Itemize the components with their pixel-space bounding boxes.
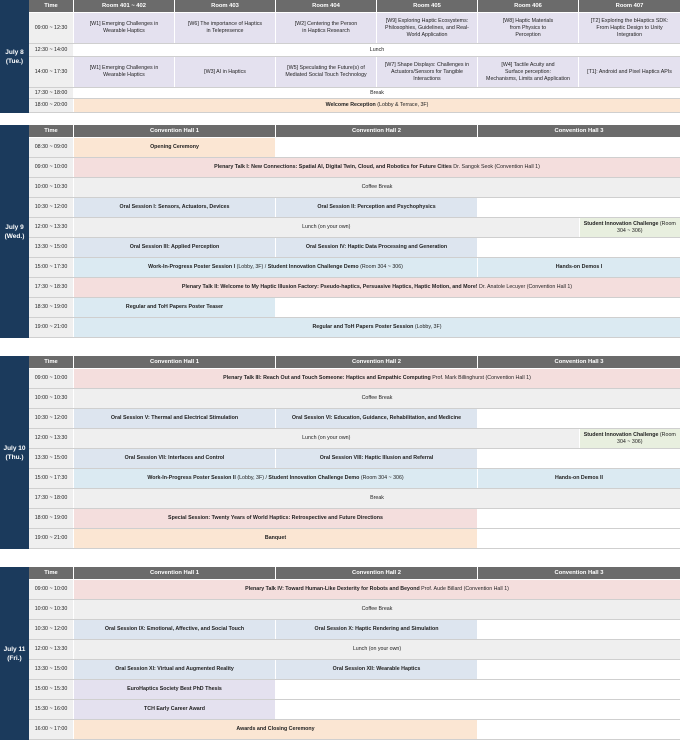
session-title: [W5] Speculating the Future(s) of Mediated Social Touch Technology: [285, 65, 367, 78]
session-location: Dr. Anatole Lecuyer (Convention Hall 1): [477, 284, 573, 290]
table-row: [29, 620, 680, 640]
session-title: Oral Session XI: Virtual and Augmented Reality: [115, 666, 234, 672]
session-cell: [73, 680, 275, 699]
session-cell: [275, 409, 477, 428]
table-row: [29, 218, 680, 238]
room-column-header: Room 401 ~ 402: [73, 0, 174, 12]
session-title: TCH Early Career Award: [144, 706, 205, 712]
session-title: [W6] The importance of Haptics in Telepresence: [187, 21, 263, 34]
room-column-header: Convention Hall 3: [477, 125, 680, 137]
session-title: [W8] Haptic Materials from Physics to Perception: [502, 17, 554, 38]
session-cell: [73, 469, 477, 488]
session-title: Oral Session VIII: Haptic Illusion and Referral: [319, 455, 434, 461]
time-slot: 13:30 ~ 15:00: [29, 238, 73, 257]
session-cell: [174, 13, 275, 43]
table-row: [29, 469, 680, 489]
session-title: Work-In-Progress Poster Session II: [147, 475, 236, 481]
time-slot: 18:30 ~ 19:00: [29, 298, 73, 317]
session-cell: [275, 238, 477, 257]
session-title: [W1] Emerging Challenges in Wearable Haptics: [89, 65, 159, 78]
session-title: Oral Session VII: Interfaces and Control: [124, 455, 225, 461]
room-column-header: Room 406: [477, 0, 578, 12]
session-cell: [73, 258, 477, 277]
session-title: Regular and ToH Papers Poster Teaser: [125, 304, 224, 310]
session-title: [W7] Shape Displays: Challenges in Actuators/Sensors for Tangible Interactions: [384, 61, 470, 82]
session-cell: [477, 13, 578, 43]
empty-cell: [477, 509, 680, 528]
table-row: [29, 429, 680, 449]
session-cell: [73, 449, 275, 468]
empty-cell: [477, 660, 680, 679]
session-title: Oral Session V: Thermal and Electrical Stimulation: [110, 415, 239, 421]
session-cell: [376, 13, 477, 43]
room-column-header: Room 403: [174, 0, 275, 12]
time-slot: 17:30 ~ 18:00: [29, 88, 73, 98]
table-row: [29, 13, 680, 44]
table-header: [29, 567, 680, 580]
session-title: Hands-on Demos II: [555, 475, 603, 481]
session-title: [W1] Emerging Challenges in Wearable Haptics: [89, 21, 159, 34]
time-slot: 10:00 ~ 10:30: [29, 178, 73, 197]
empty-cell: [275, 700, 680, 719]
session-title: Oral Session X: Haptic Rendering and Simulation: [314, 626, 439, 632]
day-schedule: [0, 125, 680, 338]
session-cell: [275, 660, 477, 679]
session-location: Prof. Aude Billard (Convention Hall 1): [419, 586, 509, 592]
session-title: [W4] Tactile Acuity and Surface perception: Mechanisms, Limits and Application: [486, 61, 570, 82]
schedule-table: [29, 125, 680, 338]
session-cell: [376, 57, 477, 87]
room-column-header: Convention Hall 3: [477, 356, 680, 368]
session-cell: [73, 138, 275, 157]
session-title: Student Innovation Challenge: [583, 220, 659, 227]
table-row: [29, 580, 680, 600]
session-cell: [578, 13, 680, 43]
session-location: (Lobby, 3F): [413, 324, 442, 330]
session-title: Plenary Talk II: Welcome to My Haptic Illusion Factory: Pseudo-haptics, Persuasive Haptics, Haptic Motion, and More!: [181, 284, 478, 290]
empty-cell: [477, 449, 680, 468]
room-column-header: Convention Hall 1: [73, 125, 275, 137]
day-label: July 8 (Tue.): [0, 0, 29, 113]
time-slot: 12:00 ~ 13:30: [29, 640, 73, 659]
table-row: [29, 389, 680, 409]
session-title: Oral Session VI: Education, Guidance, Rehabilitation, and Medicine: [291, 415, 462, 421]
session-location: (Room 304 ~ 306): [617, 431, 676, 445]
day-schedule: [0, 0, 680, 113]
day-label: July 9 (Wed.): [0, 125, 29, 338]
session-location: (Lobby & Terrace, 3F): [375, 102, 429, 108]
table-header: [29, 125, 680, 138]
session-title: EuroHaptics Society Best PhD Thesis: [127, 686, 222, 692]
table-row: [29, 318, 680, 338]
session-cell: [73, 640, 680, 659]
session-cell: [275, 449, 477, 468]
session-title: Work-In-Progress Poster Session I: [148, 264, 236, 270]
session-title: [W2] Centering the Person in Haptics Research: [294, 21, 358, 34]
time-column-header: Time: [44, 358, 58, 365]
session-cell: [579, 218, 680, 237]
table-row: [29, 278, 680, 298]
time-slot: 19:00 ~ 21:00: [29, 529, 73, 548]
session-cell: [275, 57, 376, 87]
session-cell: [275, 13, 376, 43]
session-location: (Room 304 ~ 306): [617, 220, 676, 234]
schedule-table: [29, 567, 680, 740]
session-cell: [73, 660, 275, 679]
table-row: [29, 660, 680, 680]
session-cell: [73, 509, 477, 528]
time-slot: 15:00 ~ 17:30: [29, 258, 73, 277]
table-row: [29, 258, 680, 278]
table-row: [29, 640, 680, 660]
table-row: [29, 700, 680, 720]
session-location: (Room 304 ~ 306): [359, 475, 404, 481]
day-label: July 10 (Thu.): [0, 356, 29, 549]
time-slot: 15:00 ~ 15:30: [29, 680, 73, 699]
session-location: (Lobby, 3F) /: [235, 264, 268, 270]
session-title: Oral Session III: Applied Perception: [129, 244, 220, 250]
time-slot: 12:30 ~ 14:00: [29, 44, 73, 56]
time-slot: 13:30 ~ 15:00: [29, 660, 73, 679]
empty-cell: [477, 238, 680, 257]
session-title: Coffee Break: [361, 395, 393, 401]
time-slot: 10:30 ~ 12:00: [29, 620, 73, 639]
session-title: Awards and Closing Ceremony: [236, 726, 315, 732]
session-cell: [73, 720, 477, 739]
table-row: [29, 680, 680, 700]
table-row: [29, 198, 680, 218]
session-location: Dr. Sangok Seok (Convention Hall 1): [451, 164, 540, 170]
session-cell: [73, 44, 680, 56]
session-cell: [73, 620, 275, 639]
session-title: Student Innovation Challenge Demo: [267, 264, 359, 270]
time-slot: 19:00 ~ 21:00: [29, 318, 73, 337]
table-row: [29, 720, 680, 740]
time-slot: 09:00 ~ 10:00: [29, 369, 73, 388]
session-cell: [73, 429, 579, 448]
empty-cell: [477, 198, 680, 217]
session-cell: [174, 57, 275, 87]
session-cell: [73, 580, 680, 599]
session-cell: [73, 158, 680, 177]
room-column-header: Convention Hall 1: [73, 567, 275, 579]
session-title: Student Innovation Challenge Demo: [268, 475, 360, 481]
time-slot: 13:30 ~ 15:00: [29, 449, 73, 468]
time-slot: 18:00 ~ 20:00: [29, 99, 73, 112]
session-title: Lunch: [369, 46, 385, 53]
time-slot: 10:30 ~ 12:00: [29, 409, 73, 428]
time-slot: 09:00 ~ 10:00: [29, 580, 73, 599]
room-column-header: Room 407: [578, 0, 680, 12]
room-column-header: Room 405: [376, 0, 477, 12]
table-row: [29, 178, 680, 198]
session-title: Hands-on Demos I: [555, 264, 603, 270]
empty-cell: [477, 529, 680, 548]
schedule-table: [29, 0, 680, 113]
session-cell: [73, 88, 680, 98]
session-cell: [73, 409, 275, 428]
session-cell: [73, 57, 174, 87]
table-row: [29, 44, 680, 57]
session-cell: [275, 198, 477, 217]
table-row: [29, 600, 680, 620]
room-column-header: Convention Hall 3: [477, 567, 680, 579]
time-column-header: Time: [44, 2, 58, 9]
time-slot: 08:30 ~ 09:00: [29, 138, 73, 157]
table-row: [29, 138, 680, 158]
session-title: Lunch (on your own): [302, 224, 351, 230]
time-slot: 15:30 ~ 16:00: [29, 700, 73, 719]
session-cell: [73, 700, 275, 719]
empty-cell: [477, 620, 680, 639]
session-title: Oral Session II: Perception and Psychophysics: [317, 204, 436, 210]
room-column-header: Convention Hall 1: [73, 356, 275, 368]
session-title: [T2] Exploring the bHaptics SDK: From Haptic Design to Unity Integration: [590, 17, 669, 38]
session-cell: [73, 278, 680, 297]
session-cell: [578, 57, 680, 87]
session-cell: [579, 429, 680, 448]
time-slot: 10:30 ~ 12:00: [29, 198, 73, 217]
session-title: Regular and ToH Papers Poster Session: [312, 324, 414, 330]
table-row: [29, 489, 680, 509]
time-slot: 10:00 ~ 10:30: [29, 389, 73, 408]
table-row: [29, 409, 680, 429]
session-cell: [73, 218, 579, 237]
session-title: Break: [370, 495, 384, 501]
table-header: [29, 0, 680, 13]
session-title: Lunch (on your own): [302, 435, 351, 441]
table-row: [29, 509, 680, 529]
time-slot: 14:00 ~ 17:30: [29, 57, 73, 87]
time-slot: 10:00 ~ 10:30: [29, 600, 73, 619]
session-title: Plenary Talk I: New Connections: Spatial AI, Digital Twin, Cloud, and Robotics for Future Cities: [214, 164, 452, 170]
day-schedule: [0, 356, 680, 549]
session-title: [W3] AI in Haptics: [204, 68, 246, 75]
time-slot: 17:30 ~ 18:30: [29, 278, 73, 297]
empty-cell: [275, 138, 680, 157]
session-cell: [73, 389, 680, 408]
session-cell: [275, 620, 477, 639]
session-title: Oral Session I: Sensors, Actuators, Devices: [119, 204, 230, 210]
table-header: [29, 356, 680, 369]
session-cell: [73, 369, 680, 388]
session-location: Prof. Mark Billinghurst (Convention Hall 1): [430, 375, 531, 381]
session-title: Plenary Talk III: Reach Out and Touch Someone: Haptics and Empathic Computing: [223, 375, 431, 381]
session-cell: [73, 318, 680, 337]
session-title: Break: [370, 89, 384, 96]
time-column-header: Time: [44, 127, 58, 134]
time-slot: 09:00 ~ 10:00: [29, 158, 73, 177]
session-cell: [73, 198, 275, 217]
session-title: Lunch (on your own): [352, 646, 402, 652]
session-title: Opening Ceremony: [150, 144, 199, 150]
time-slot: 09:00 ~ 12:30: [29, 13, 73, 43]
session-cell: [73, 298, 275, 317]
time-slot: 12:00 ~ 13:30: [29, 429, 73, 448]
empty-cell: [477, 409, 680, 428]
session-cell: [477, 57, 578, 87]
session-title: Special Session: Twenty Years of World Haptics: Retrospective and Future Directions: [168, 515, 383, 521]
table-row: [29, 57, 680, 88]
session-title: Welcome Reception: [325, 102, 376, 108]
table-row: [29, 99, 680, 113]
session-cell: [73, 99, 680, 112]
empty-cell: [275, 680, 680, 699]
session-title: Banquet: [264, 535, 287, 541]
session-cell: [477, 469, 680, 488]
session-cell: [73, 178, 680, 197]
time-slot: 12:00 ~ 13:30: [29, 218, 73, 237]
empty-cell: [275, 298, 680, 317]
session-location: (Room 304 ~ 306): [358, 264, 403, 270]
session-title: Coffee Break: [361, 606, 393, 612]
table-row: [29, 369, 680, 389]
table-row: [29, 529, 680, 549]
session-title: Oral Session IV: Haptic Data Processing and Generation: [305, 244, 448, 250]
room-column-header: Convention Hall 2: [275, 356, 477, 368]
session-title: [W9] Exploring Haptic Ecosystems: Philosophies, Guidelines, and Real- World Application: [385, 17, 469, 38]
session-cell: [477, 258, 680, 277]
session-cell: [73, 238, 275, 257]
session-title: Plenary Talk IV: Toward Human-Like Dexterity for Robots and Beyond: [245, 586, 420, 592]
session-title: [T1]: Android and Pixel Haptics APIs: [587, 68, 672, 75]
room-column-header: Room 404: [275, 0, 376, 12]
day-label: July 11 (Fri.): [0, 567, 29, 740]
session-cell: [73, 13, 174, 43]
day-schedule: [0, 567, 680, 740]
session-location: (Lobby, 3F) /: [235, 475, 269, 481]
session-cell: [73, 600, 680, 619]
time-slot: 16:00 ~ 17:00: [29, 720, 73, 739]
table-row: [29, 88, 680, 99]
table-row: [29, 238, 680, 258]
time-slot: 17:30 ~ 18:00: [29, 489, 73, 508]
room-column-header: Convention Hall 2: [275, 125, 477, 137]
session-title: Oral Session XII: Wearable Haptics: [332, 666, 421, 672]
room-column-header: Convention Hall 2: [275, 567, 477, 579]
session-title: Coffee Break: [361, 184, 393, 190]
session-cell: [73, 529, 477, 548]
table-row: [29, 449, 680, 469]
session-cell: [73, 489, 680, 508]
time-column-header: Time: [44, 569, 58, 576]
empty-cell: [477, 720, 680, 739]
time-slot: 15:00 ~ 17:30: [29, 469, 73, 488]
session-title: Oral Session IX: Emotional, Affective, and Social Touch: [104, 626, 245, 632]
time-slot: 18:00 ~ 19:00: [29, 509, 73, 528]
session-title: Student Innovation Challenge: [583, 431, 659, 438]
schedule-table: [29, 356, 680, 549]
table-row: [29, 158, 680, 178]
table-row: [29, 298, 680, 318]
